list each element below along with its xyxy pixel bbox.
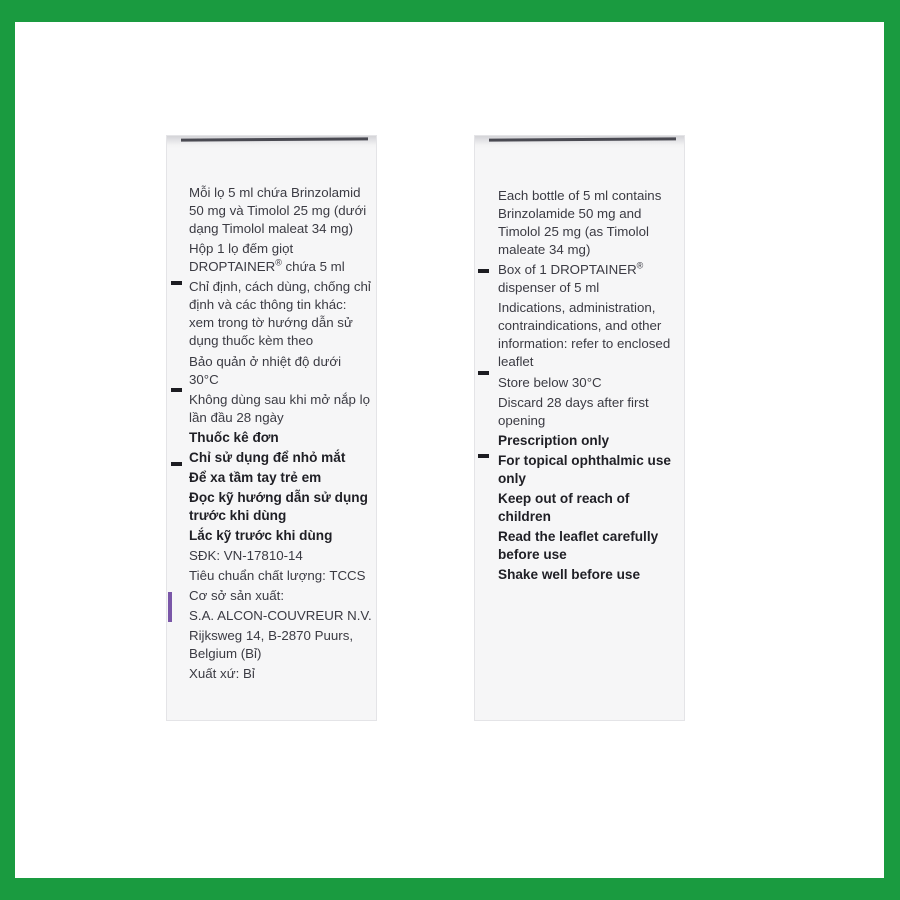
manufacturer-name: S.A. ALCON-COUVREUR N.V. <box>189 608 372 623</box>
composition-text: Mỗi lọ 5 ml chứa Brinzolamid 50 mg và Timolol 25 mg (dưới dạng Timolol maleat 34 mg) <box>189 185 367 236</box>
fold-mark <box>171 388 182 392</box>
carton-side-panel-vietnamese <box>167 136 376 720</box>
shake-text: Shake well before use <box>498 567 641 582</box>
composition-text: Each bottle of 5 ml contains Brinzolamide 50 mg and Timolol 25 mg (as Timolol maleate 34 mg) <box>498 188 662 257</box>
purple-stripe <box>168 592 172 622</box>
image-frame <box>15 22 884 878</box>
registered-mark: ® <box>275 257 282 268</box>
storage-text: Store below 30°C <box>498 375 602 390</box>
discard-text: Không dùng sau khi mở nắp lọ lần đầu 28 ngày <box>189 392 370 425</box>
origin-text: Xuất xứ: Bỉ <box>189 666 255 681</box>
package-text: Box of 1 DROPTAINER® dispenser of 5 ml <box>498 260 644 295</box>
keep-away-text: Để xa tầm tay trẻ em <box>189 470 322 485</box>
keep-away-text: Keep out of reach of children <box>498 491 630 524</box>
fold-mark <box>478 269 489 273</box>
carton-side-panel-english <box>475 136 684 720</box>
registered-mark: ® <box>636 260 644 271</box>
read-leaflet-text: Đọc kỹ hướng dẫn sử dụng trước khi dùng <box>189 490 368 523</box>
manufacturer-address: Rijksweg 14, B-2870 Puurs, Belgium (Bỉ) <box>189 628 354 661</box>
fold-mark <box>478 454 489 458</box>
registration-number: SĐK: VN-17810-14 <box>189 548 303 563</box>
fold-mark <box>171 281 182 285</box>
discard-text: Discard 28 days after first opening <box>498 395 649 428</box>
quality-standard: Tiêu chuẩn chất lượng: TCCS <box>189 568 366 583</box>
eye-use-text: Chỉ sử dụng để nhỏ mắt <box>189 450 346 465</box>
read-leaflet-text: Read the leaflet carefully before use <box>498 529 659 562</box>
prescription-text: Thuốc kê đơn <box>189 430 279 445</box>
shake-text: Lắc kỹ trước khi dùng <box>189 528 333 543</box>
vietnamese-label-text <box>189 184 372 685</box>
manufacturer-label: Cơ sở sản xuất: <box>189 588 285 603</box>
english-label-text <box>498 187 680 586</box>
prescription-text: Prescription only <box>498 433 610 448</box>
package-text: Hộp 1 lọ đếm giọt DROPTAINER® chứa 5 ml <box>189 241 345 274</box>
fold-mark <box>478 371 489 375</box>
indications-text: Chỉ định, cách dùng, chống chỉ định và các thông tin khác: xem trong tờ hướng dẫn sử dụng thuốc kèm theo <box>189 279 371 348</box>
storage-text: Bảo quản ở nhiệt độ dưới 30°C <box>189 354 342 387</box>
fold-mark <box>171 462 182 466</box>
eye-use-text: For topical ophthalmic use only <box>498 453 671 486</box>
indications-text: Indications, administration, contraindications, and other information: refer to enclosed leaflet <box>498 300 671 369</box>
